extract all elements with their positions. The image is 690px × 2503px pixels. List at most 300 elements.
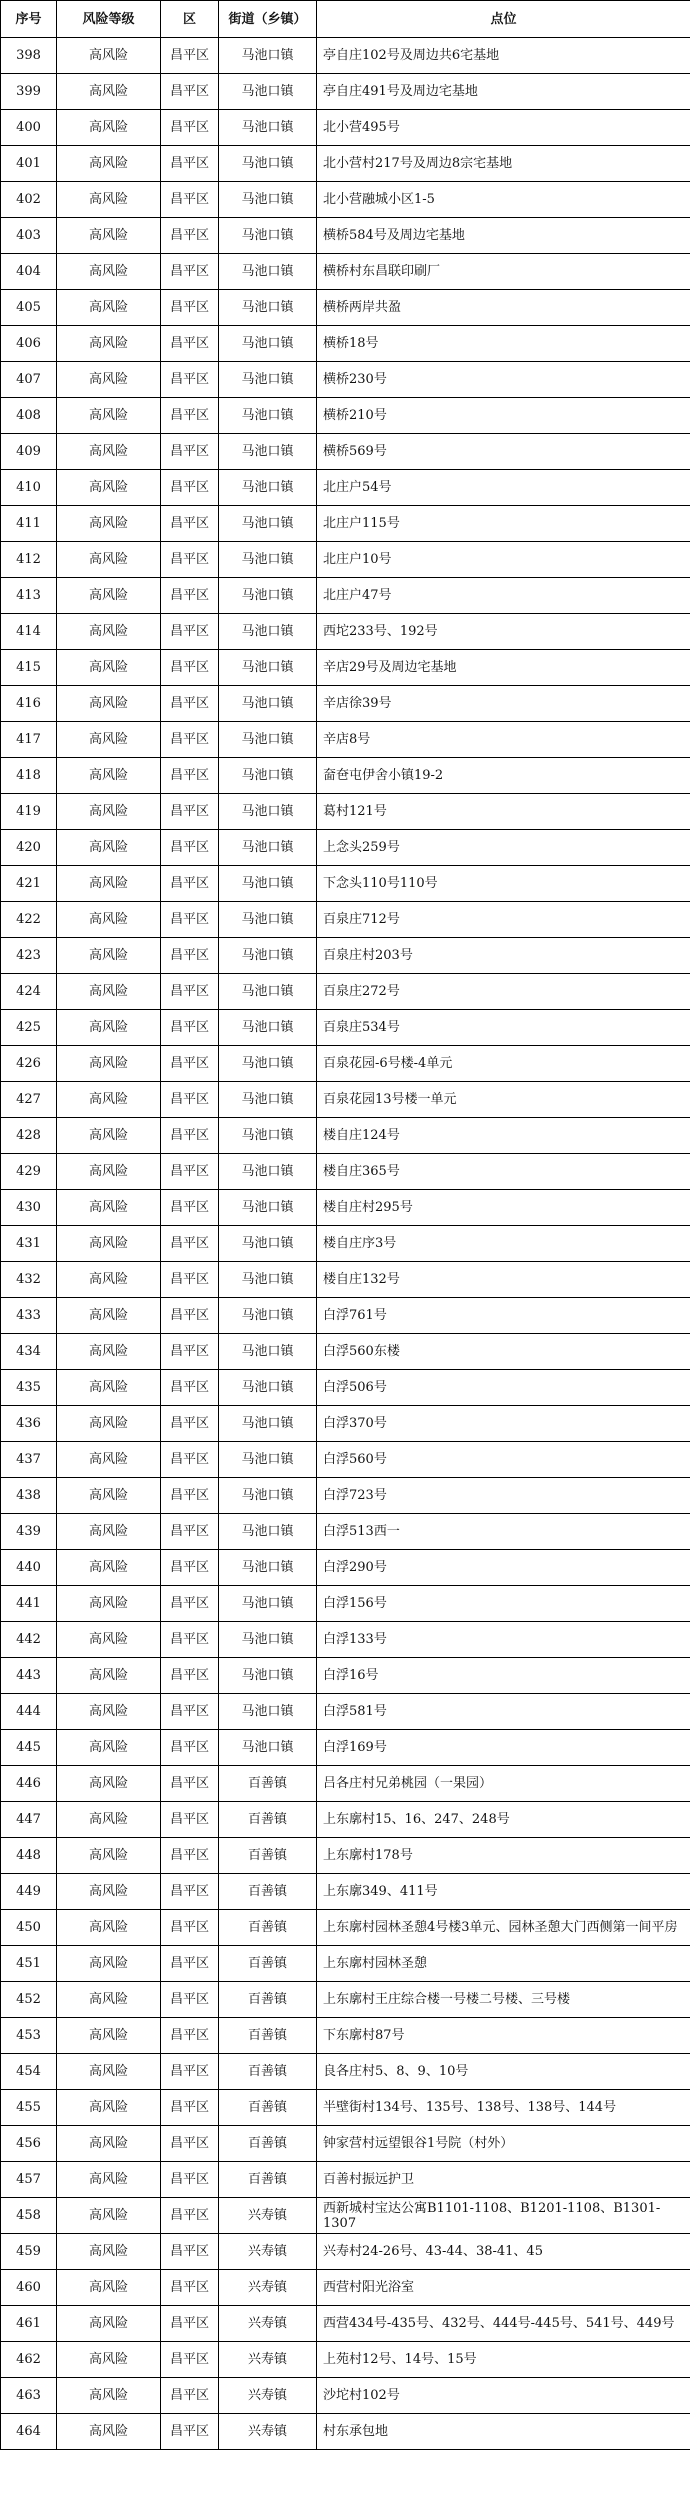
serial-number-cell: 415 [1,650,57,686]
table-row [1,1190,690,1226]
serial-number-cell: 400 [1,110,57,146]
street-town-cell: 马池口镇 [219,974,317,1010]
street-town-cell: 百善镇 [219,1874,317,1910]
district-cell: 昌平区 [161,74,219,110]
street-town-cell: 马池口镇 [219,578,317,614]
risk-level-cell: 高风险 [57,866,161,902]
district-cell: 昌平区 [161,1046,219,1082]
street-town-cell: 百善镇 [219,2054,317,2090]
street-town-cell: 百善镇 [219,1946,317,1982]
location-cell: 良各庄村5、8、9、10号 [317,2054,690,2090]
street-town-cell: 百善镇 [219,2018,317,2054]
location-cell: 横桥569号 [317,434,690,470]
serial-number-cell: 410 [1,470,57,506]
risk-level-cell: 高风险 [57,74,161,110]
district-cell: 昌平区 [161,1550,219,1586]
district-cell: 昌平区 [161,1118,219,1154]
district-cell: 昌平区 [161,686,219,722]
street-town-cell: 马池口镇 [219,182,317,218]
serial-number-cell: 453 [1,2018,57,2054]
table-row [1,2090,690,2126]
location-cell: 上东廓村园林圣憩 [317,1946,690,1982]
serial-number-cell: 399 [1,74,57,110]
district-cell: 昌平区 [161,1442,219,1478]
street-town-cell: 马池口镇 [219,146,317,182]
serial-number-cell: 437 [1,1442,57,1478]
table-row [1,1982,690,2018]
table-row [1,1874,690,1910]
street-town-cell: 兴寿镇 [219,2198,317,2234]
serial-number-cell: 427 [1,1082,57,1118]
risk-level-cell: 高风险 [57,506,161,542]
table-row [1,2054,690,2090]
district-cell: 昌平区 [161,2090,219,2126]
district-cell: 昌平区 [161,758,219,794]
serial-number-cell: 404 [1,254,57,290]
location-cell: 葛村121号 [317,794,690,830]
serial-number-cell: 432 [1,1262,57,1298]
district-cell: 昌平区 [161,2378,219,2414]
table-header-row [1,1,690,38]
location-cell: 钟家营村远望银谷1号院（村外） [317,2126,690,2162]
location-cell: 上东廓村园林圣憩4号楼3单元、园林圣憩大门西侧第一间平房 [317,1910,690,1946]
risk-level-cell: 高风险 [57,2306,161,2342]
location-cell: 上东廓村王庄综合楼一号楼二号楼、三号楼 [317,1982,690,2018]
header-risk-level: 风险等级 [57,1,161,38]
risk-level-cell: 高风险 [57,470,161,506]
street-town-cell: 马池口镇 [219,1118,317,1154]
street-town-cell: 马池口镇 [219,1586,317,1622]
table-row [1,146,690,182]
table-row [1,362,690,398]
risk-level-cell: 高风险 [57,146,161,182]
street-town-cell: 兴寿镇 [219,2270,317,2306]
serial-number-cell: 422 [1,902,57,938]
location-cell: 上东廓村178号 [317,1838,690,1874]
risk-level-cell: 高风险 [57,614,161,650]
location-cell: 白浮513西一 [317,1514,690,1550]
table-body [1,38,690,2450]
serial-number-cell: 401 [1,146,57,182]
table-row [1,1334,690,1370]
serial-number-cell: 438 [1,1478,57,1514]
street-town-cell: 马池口镇 [219,794,317,830]
serial-number-cell: 458 [1,2198,57,2234]
street-town-cell: 马池口镇 [219,326,317,362]
location-cell: 白浮560东楼 [317,1334,690,1370]
location-cell: 横桥18号 [317,326,690,362]
risk-level-cell: 高风险 [57,2018,161,2054]
location-cell: 白浮581号 [317,1694,690,1730]
district-cell: 昌平区 [161,326,219,362]
location-cell: 横桥210号 [317,398,690,434]
table-row [1,74,690,110]
table-row [1,2378,690,2414]
location-cell: 半壁街村134号、135号、138号、138号、144号 [317,2090,690,2126]
risk-level-cell: 高风险 [57,290,161,326]
district-cell: 昌平区 [161,1370,219,1406]
risk-level-cell: 高风险 [57,1946,161,1982]
location-cell: 楼自庄132号 [317,1262,690,1298]
district-cell: 昌平区 [161,1622,219,1658]
street-town-cell: 马池口镇 [219,1694,317,1730]
district-cell: 昌平区 [161,1406,219,1442]
district-cell: 昌平区 [161,1586,219,1622]
district-cell: 昌平区 [161,290,219,326]
location-cell: 百泉花园13号楼一单元 [317,1082,690,1118]
risk-level-cell: 高风险 [57,2054,161,2090]
serial-number-cell: 451 [1,1946,57,1982]
table-row [1,1226,690,1262]
table-row [1,398,690,434]
risk-level-cell: 高风险 [57,1586,161,1622]
risk-level-cell: 高风险 [57,1514,161,1550]
district-cell: 昌平区 [161,1154,219,1190]
district-cell: 昌平区 [161,1082,219,1118]
risk-level-cell: 高风险 [57,1622,161,1658]
district-cell: 昌平区 [161,1730,219,1766]
risk-level-cell: 高风险 [57,722,161,758]
location-cell: 横桥村东昌联印刷厂 [317,254,690,290]
serial-number-cell: 412 [1,542,57,578]
table-row [1,1118,690,1154]
table-row [1,1802,690,1838]
table-row [1,2270,690,2306]
street-town-cell: 马池口镇 [219,1514,317,1550]
location-cell: 白浮156号 [317,1586,690,1622]
serial-number-cell: 420 [1,830,57,866]
serial-number-cell: 459 [1,2234,57,2270]
street-town-cell: 马池口镇 [219,686,317,722]
table-row [1,182,690,218]
serial-number-cell: 449 [1,1874,57,1910]
district-cell: 昌平区 [161,110,219,146]
street-town-cell: 兴寿镇 [219,2234,317,2270]
street-town-cell: 马池口镇 [219,1406,317,1442]
risk-level-cell: 高风险 [57,1226,161,1262]
serial-number-cell: 421 [1,866,57,902]
district-cell: 昌平区 [161,2342,219,2378]
location-cell: 北庄户47号 [317,578,690,614]
location-cell: 上东廓349、411号 [317,1874,690,1910]
street-town-cell: 马池口镇 [219,398,317,434]
serial-number-cell: 450 [1,1910,57,1946]
header-location: 点位 [317,1,690,38]
table-row [1,2162,690,2198]
location-cell: 百泉庄272号 [317,974,690,1010]
risk-level-cell: 高风险 [57,974,161,1010]
street-town-cell: 马池口镇 [219,290,317,326]
serial-number-cell: 411 [1,506,57,542]
location-cell: 横桥584号及周边宅基地 [317,218,690,254]
risk-level-cell: 高风险 [57,434,161,470]
table-row [1,218,690,254]
serial-number-cell: 456 [1,2126,57,2162]
serial-number-cell: 406 [1,326,57,362]
district-cell: 昌平区 [161,362,219,398]
district-cell: 昌平区 [161,1190,219,1226]
location-cell: 百泉庄村203号 [317,938,690,974]
serial-number-cell: 454 [1,2054,57,2090]
table-row [1,578,690,614]
risk-level-cell: 高风险 [57,110,161,146]
location-cell: 百泉花园-6号楼-4单元 [317,1046,690,1082]
table-row [1,110,690,146]
location-cell: 西坨233号、192号 [317,614,690,650]
table-row [1,614,690,650]
serial-number-cell: 447 [1,1802,57,1838]
serial-number-cell: 444 [1,1694,57,1730]
district-cell: 昌平区 [161,398,219,434]
street-town-cell: 马池口镇 [219,110,317,146]
location-cell: 楼自庄365号 [317,1154,690,1190]
table-row [1,2234,690,2270]
street-town-cell: 马池口镇 [219,1370,317,1406]
district-cell: 昌平区 [161,182,219,218]
serial-number-cell: 448 [1,1838,57,1874]
street-town-cell: 兴寿镇 [219,2342,317,2378]
risk-level-cell: 高风险 [57,1442,161,1478]
street-town-cell: 百善镇 [219,1910,317,1946]
serial-number-cell: 403 [1,218,57,254]
location-cell: 下念头110号110号 [317,866,690,902]
serial-number-cell: 423 [1,938,57,974]
district-cell: 昌平区 [161,1838,219,1874]
serial-number-cell: 436 [1,1406,57,1442]
district-cell: 昌平区 [161,578,219,614]
street-town-cell: 马池口镇 [219,1622,317,1658]
table-row [1,1550,690,1586]
street-town-cell: 马池口镇 [219,470,317,506]
street-town-cell: 马池口镇 [219,1226,317,1262]
table-row [1,2414,690,2450]
table-row [1,1010,690,1046]
district-cell: 昌平区 [161,614,219,650]
location-cell: 百泉庄534号 [317,1010,690,1046]
street-town-cell: 马池口镇 [219,506,317,542]
district-cell: 昌平区 [161,2018,219,2054]
risk-level-cell: 高风险 [57,2414,161,2450]
risk-level-cell: 高风险 [57,398,161,434]
risk-level-cell: 高风险 [57,1658,161,1694]
street-town-cell: 马池口镇 [219,254,317,290]
street-town-cell: 马池口镇 [219,1298,317,1334]
street-town-cell: 百善镇 [219,2126,317,2162]
location-cell: 北小营495号 [317,110,690,146]
table-row [1,1910,690,1946]
header-street-town: 街道（乡镇） [219,1,317,38]
street-town-cell: 百善镇 [219,2090,317,2126]
risk-level-cell: 高风险 [57,1370,161,1406]
table-row [1,1838,690,1874]
district-cell: 昌平区 [161,2162,219,2198]
header-district: 区 [161,1,219,38]
district-cell: 昌平区 [161,254,219,290]
serial-number-cell: 402 [1,182,57,218]
street-town-cell: 马池口镇 [219,38,317,74]
district-cell: 昌平区 [161,38,219,74]
serial-number-cell: 431 [1,1226,57,1262]
serial-number-cell: 461 [1,2306,57,2342]
street-town-cell: 马池口镇 [219,722,317,758]
district-cell: 昌平区 [161,2270,219,2306]
risk-level-cell: 高风险 [57,1838,161,1874]
risk-level-cell: 高风险 [57,1190,161,1226]
street-town-cell: 马池口镇 [219,1010,317,1046]
district-cell: 昌平区 [161,1766,219,1802]
district-cell: 昌平区 [161,1514,219,1550]
risk-level-cell: 高风险 [57,2270,161,2306]
district-cell: 昌平区 [161,506,219,542]
serial-number-cell: 463 [1,2378,57,2414]
district-cell: 昌平区 [161,1298,219,1334]
serial-number-cell: 441 [1,1586,57,1622]
district-cell: 昌平区 [161,1874,219,1910]
street-town-cell: 马池口镇 [219,74,317,110]
risk-level-cell: 高风险 [57,2126,161,2162]
serial-number-cell: 446 [1,1766,57,1802]
risk-level-cell: 高风险 [57,1010,161,1046]
serial-number-cell: 417 [1,722,57,758]
district-cell: 昌平区 [161,2234,219,2270]
risk-level-cell: 高风险 [57,1154,161,1190]
serial-number-cell: 414 [1,614,57,650]
risk-level-cell: 高风险 [57,542,161,578]
location-cell: 亭自庄491号及周边宅基地 [317,74,690,110]
risk-level-cell: 高风险 [57,2342,161,2378]
risk-level-cell: 高风险 [57,1910,161,1946]
location-cell: 辛店徐39号 [317,686,690,722]
serial-number-cell: 416 [1,686,57,722]
risk-level-cell: 高风险 [57,182,161,218]
street-town-cell: 马池口镇 [219,650,317,686]
table-row [1,326,690,362]
street-town-cell: 马池口镇 [219,218,317,254]
serial-number-cell: 407 [1,362,57,398]
location-cell: 上念头259号 [317,830,690,866]
street-town-cell: 马池口镇 [219,1190,317,1226]
table-row [1,1946,690,1982]
risk-level-cell: 高风险 [57,1118,161,1154]
district-cell: 昌平区 [161,1946,219,1982]
serial-number-cell: 443 [1,1658,57,1694]
street-town-cell: 马池口镇 [219,1478,317,1514]
table-row [1,902,690,938]
table-row [1,1694,690,1730]
risk-level-cell: 高风险 [57,578,161,614]
serial-number-cell: 462 [1,2342,57,2378]
table-row [1,758,690,794]
risk-level-cell: 高风险 [57,38,161,74]
table-row [1,794,690,830]
table-row [1,1730,690,1766]
district-cell: 昌平区 [161,794,219,830]
street-town-cell: 百善镇 [219,2162,317,2198]
serial-number-cell: 435 [1,1370,57,1406]
district-cell: 昌平区 [161,722,219,758]
risk-level-cell: 高风险 [57,1982,161,2018]
street-town-cell: 马池口镇 [219,938,317,974]
street-town-cell: 兴寿镇 [219,2306,317,2342]
table-row [1,1154,690,1190]
table-row [1,650,690,686]
table-row [1,1478,690,1514]
district-cell: 昌平区 [161,1982,219,2018]
location-cell: 辛店8号 [317,722,690,758]
serial-number-cell: 464 [1,2414,57,2450]
serial-number-cell: 430 [1,1190,57,1226]
district-cell: 昌平区 [161,938,219,974]
district-cell: 昌平区 [161,1262,219,1298]
table-row [1,470,690,506]
district-cell: 昌平区 [161,1010,219,1046]
table-row [1,722,690,758]
serial-number-cell: 424 [1,974,57,1010]
serial-number-cell: 418 [1,758,57,794]
district-cell: 昌平区 [161,1802,219,1838]
risk-level-cell: 高风险 [57,1802,161,1838]
table-row [1,1262,690,1298]
district-cell: 昌平区 [161,470,219,506]
risk-level-cell: 高风险 [57,254,161,290]
street-town-cell: 马池口镇 [219,1658,317,1694]
table-row [1,506,690,542]
location-cell: 白浮723号 [317,1478,690,1514]
street-town-cell: 百善镇 [219,1802,317,1838]
serial-number-cell: 428 [1,1118,57,1154]
district-cell: 昌平区 [161,1658,219,1694]
serial-number-cell: 398 [1,38,57,74]
table-row [1,830,690,866]
street-town-cell: 马池口镇 [219,902,317,938]
table-row [1,1406,690,1442]
risk-level-cell: 高风险 [57,2378,161,2414]
serial-number-cell: 433 [1,1298,57,1334]
location-cell: 百善村振远护卫 [317,2162,690,2198]
risk-level-cell: 高风险 [57,1550,161,1586]
risk-level-cell: 高风险 [57,1730,161,1766]
risk-level-cell: 高风险 [57,902,161,938]
serial-number-cell: 440 [1,1550,57,1586]
risk-level-cell: 高风险 [57,686,161,722]
table-row [1,686,690,722]
location-cell: 白浮133号 [317,1622,690,1658]
location-cell: 楼自庄序3号 [317,1226,690,1262]
street-town-cell: 马池口镇 [219,758,317,794]
risk-level-cell: 高风险 [57,1046,161,1082]
serial-number-cell: 405 [1,290,57,326]
table-row [1,1766,690,1802]
district-cell: 昌平区 [161,2306,219,2342]
table-row [1,1622,690,1658]
table-row [1,866,690,902]
district-cell: 昌平区 [161,2198,219,2234]
risk-level-cell: 高风险 [57,1478,161,1514]
location-cell: 楼自庄124号 [317,1118,690,1154]
risk-level-cell: 高风险 [57,1082,161,1118]
location-cell: 横桥230号 [317,362,690,398]
risk-level-cell: 高风险 [57,650,161,686]
district-cell: 昌平区 [161,1226,219,1262]
location-cell: 白浮560号 [317,1442,690,1478]
risk-level-cell: 高风险 [57,1406,161,1442]
serial-number-cell: 442 [1,1622,57,1658]
table-row [1,2306,690,2342]
table-row [1,1046,690,1082]
risk-level-cell: 高风险 [57,938,161,974]
street-town-cell: 马池口镇 [219,1550,317,1586]
district-cell: 昌平区 [161,2126,219,2162]
